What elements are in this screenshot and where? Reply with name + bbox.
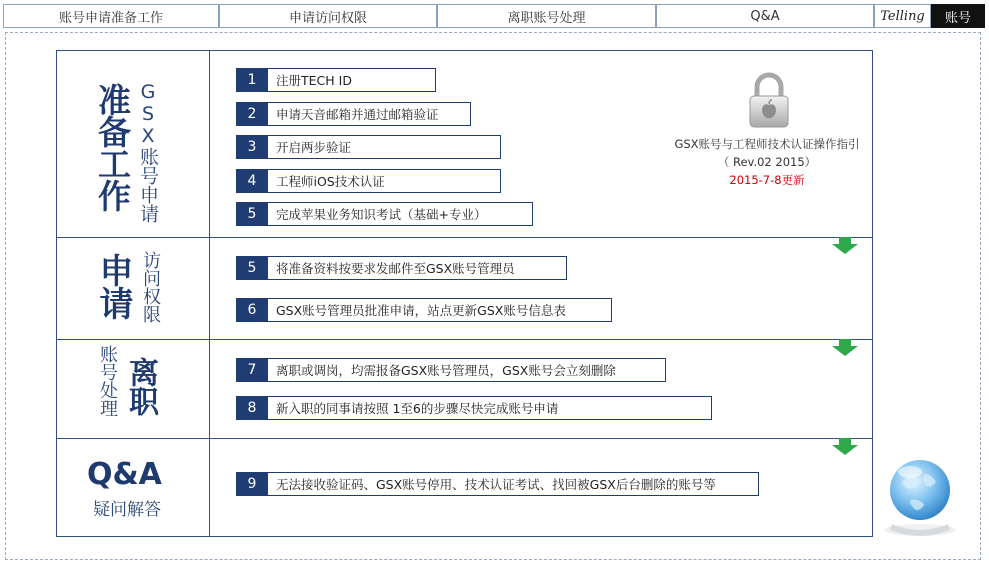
tab-account[interactable]: 账号 [931,4,985,28]
tab-access-request[interactable]: 申请访问权限 [219,4,437,28]
step-5b [236,256,567,280]
row-divider [57,339,872,340]
step-text: 离职或调岗，均需报备GSX账号管理员，GSX账号会立刻删除 [268,358,666,382]
section-prep-title: 准备工作 [93,83,132,211]
step-number: 4 [236,169,268,193]
top-navigation [3,4,985,29]
tab-account-prep[interactable]: 账号申请准备工作 [3,4,219,28]
step-2 [236,102,471,126]
telling-logo: Telling [874,4,931,28]
section-access-title: 申请 [93,253,133,319]
down-arrow-icon [831,438,859,456]
step-number: 8 [236,396,268,420]
step-8 [236,396,712,420]
step-number: 5 [236,256,268,280]
column-divider [209,51,210,536]
step-7 [236,358,666,382]
section-leave-subtitle: 账号处理 [97,345,118,417]
step-text: 新入职的同事请按照 1至6的步骤尽快完成账号申请 [268,396,712,420]
step-number: 9 [236,472,268,496]
step-3 [236,135,501,159]
step-9 [236,472,759,496]
down-arrow-icon [831,339,859,357]
guide-title: GSX账号与工程师技术认证操作指引 [674,137,860,151]
step-5 [236,202,533,226]
step-text: 完成苹果业务知识考试（基础+专业） [268,202,533,226]
section-leave-title: 离职 [123,357,158,415]
step-number: 7 [236,358,268,382]
step-number: 5 [236,202,268,226]
step-6 [236,298,612,322]
step-text: 将准备资料按要求发邮件至GSX账号管理员 [268,256,567,280]
step-number: 6 [236,298,268,322]
row-divider [57,237,872,238]
section-access-subtitle: 访问权限 [140,251,161,323]
down-arrow-icon [831,237,859,255]
process-panel [56,50,873,537]
apple-lock-icon [747,71,791,129]
guide-caption [657,135,877,189]
step-text: 无法接收验证码、GSX账号停用、技术认证考试、找回被GSX后台删除的账号等 [268,472,759,496]
globe-icon[interactable] [880,452,960,538]
step-text: 工程师iOS技术认证 [268,169,501,193]
guide-updated: 2015-7-8更新 [729,173,805,187]
row-divider [57,438,872,439]
step-text: 注册TECH ID [268,68,436,92]
step-text: GSX账号管理员批准申请，站点更新GSX账号信息表 [268,298,612,322]
step-number: 3 [236,135,268,159]
section-prep-subtitle: GSX账号申请 [137,81,159,223]
tab-qa[interactable]: Q&A [656,4,874,28]
section-qa-subtitle: 疑问解答 [93,500,161,520]
step-text: 申请天音邮箱并通过邮箱验证 [268,102,471,126]
step-number: 1 [236,68,268,92]
step-number: 2 [236,102,268,126]
step-1 [236,68,436,92]
step-4 [236,169,501,193]
step-text: 开启两步验证 [268,135,501,159]
tab-leave-account[interactable]: 离职账号处理 [437,4,656,28]
guide-revision: （ Rev.02 2015） [717,155,817,169]
section-qa-title: Q&A [87,457,162,492]
